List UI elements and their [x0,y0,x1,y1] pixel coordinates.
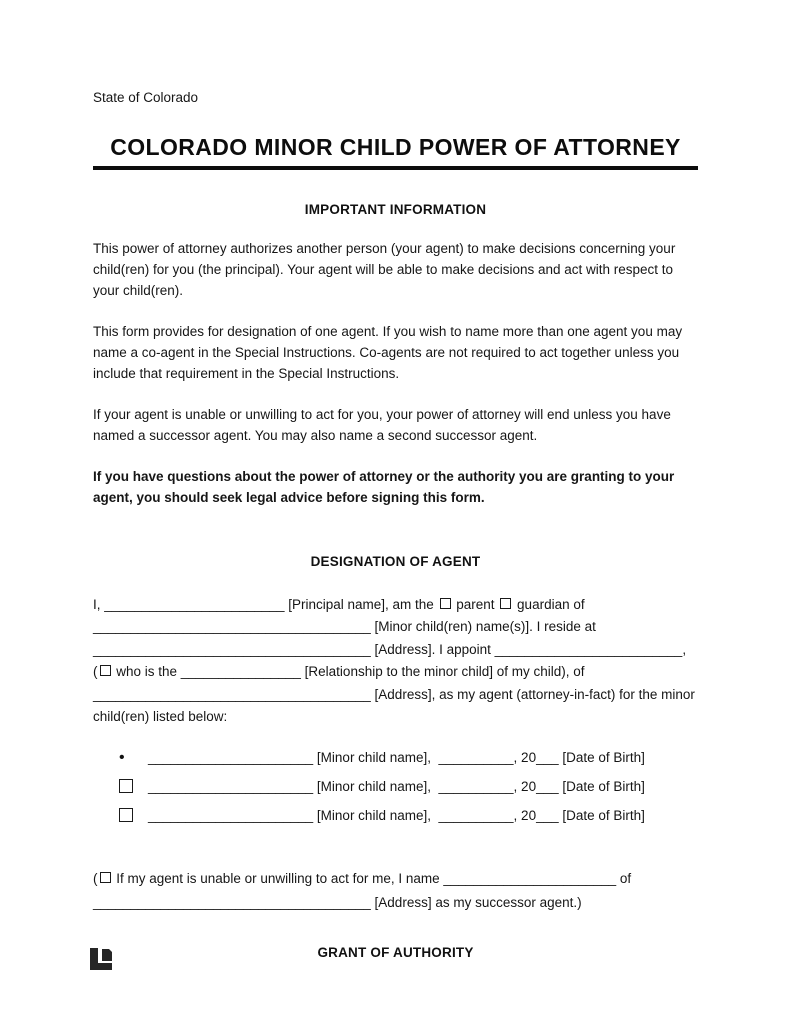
designation-form-block [93,594,698,728]
relationship-open-paren: ( [93,664,98,680]
child-row-3 [93,808,698,837]
document-content [93,0,698,961]
child-row-3-checkbox[interactable] [93,808,148,823]
parent-label: parent [452,597,499,612]
grant-of-authority-heading: GRANT OF AUTHORITY [317,945,474,961]
child-row-2-checkbox[interactable] [93,779,148,794]
successor-agent-block [93,867,698,915]
legal-templates-logo [88,946,114,972]
paragraph-authorization: This power of attorney authorizes another person (your agent) to make decisions concerning your child(ren) for you (the principal). Your agent will be able to make decisions and act with respect to your child(ren). [93,241,676,298]
child-row-2-text: ______________________ [Minor child name], __________, 20___ [Date of Birth] [148,779,645,795]
minor-children-names-line: _____________________________________ [Minor child(ren) name(s)]. I reside at [93,619,596,635]
principal-name-line [93,594,698,616]
guardian-label: guardian of [513,597,585,612]
state-label: State of Colorado [93,90,199,105]
minor-children-list [93,750,698,837]
successor-agent-line [93,867,698,891]
child-row-1-text: ______________________ [Minor child name], __________, 20___ [Date of Birth] [148,750,645,766]
document-title: COLORADO MINOR CHILD POWER OF ATTORNEY [110,134,681,160]
parent-checkbox[interactable] [440,598,451,609]
paragraph-legal-advice: If you have questions about the power of attorney or the authority you are granting to your agent, you should seek legal advice before signing this form. [93,469,675,505]
legal-templates-logo-icon [88,946,114,972]
paragraph-co-agent: This form provides for designation of one agent. If you wish to name more than one agent you may name a co-agent in the Special Instructions. Co-agents are not required to act together unless you include that requirement in the Special Instructions. [93,324,683,381]
paragraph-successor-info: If your agent is unable or unwilling to act for you, your power of attorney will end unless you have named a successor agent. You may also name a second successor agent. [93,407,671,443]
bullet-marker-icon [93,750,148,766]
relationship-text: who is the ________________ [Relationship to the minor child] of my child), of [112,664,585,680]
child-row-1 [93,750,698,779]
important-information-heading: IMPORTANT INFORMATION [304,202,487,217]
agent-relationship-line [93,661,698,683]
agent-address-line: _____________________________________ [Address], as my agent (attorney-in-fact) for the minor [93,686,695,702]
principal-name-text: I, ________________________ [Principal name], am the [93,597,438,612]
successor-agent-text: If my agent is unable or unwilling to act for me, I name _______________________ of [112,871,632,887]
designation-of-agent-heading: DESIGNATION OF AGENT [310,554,481,569]
child-row-2 [93,779,698,808]
successor-address-line: _____________________________________ [Address] as my successor agent.) [93,895,582,911]
document-title-block [93,134,698,170]
successor-agent-checkbox[interactable] [100,872,111,883]
child-row-3-text: ______________________ [Minor child name], __________, 20___ [Date of Birth] [148,808,645,824]
principal-address-line: _____________________________________ [Address]. I appoint _________________________, [93,641,687,657]
guardian-checkbox[interactable] [500,598,511,609]
children-listed-below-line: child(ren) listed below: [93,709,228,725]
relationship-checkbox[interactable] [100,665,111,676]
successor-open-paren: ( [93,871,98,887]
